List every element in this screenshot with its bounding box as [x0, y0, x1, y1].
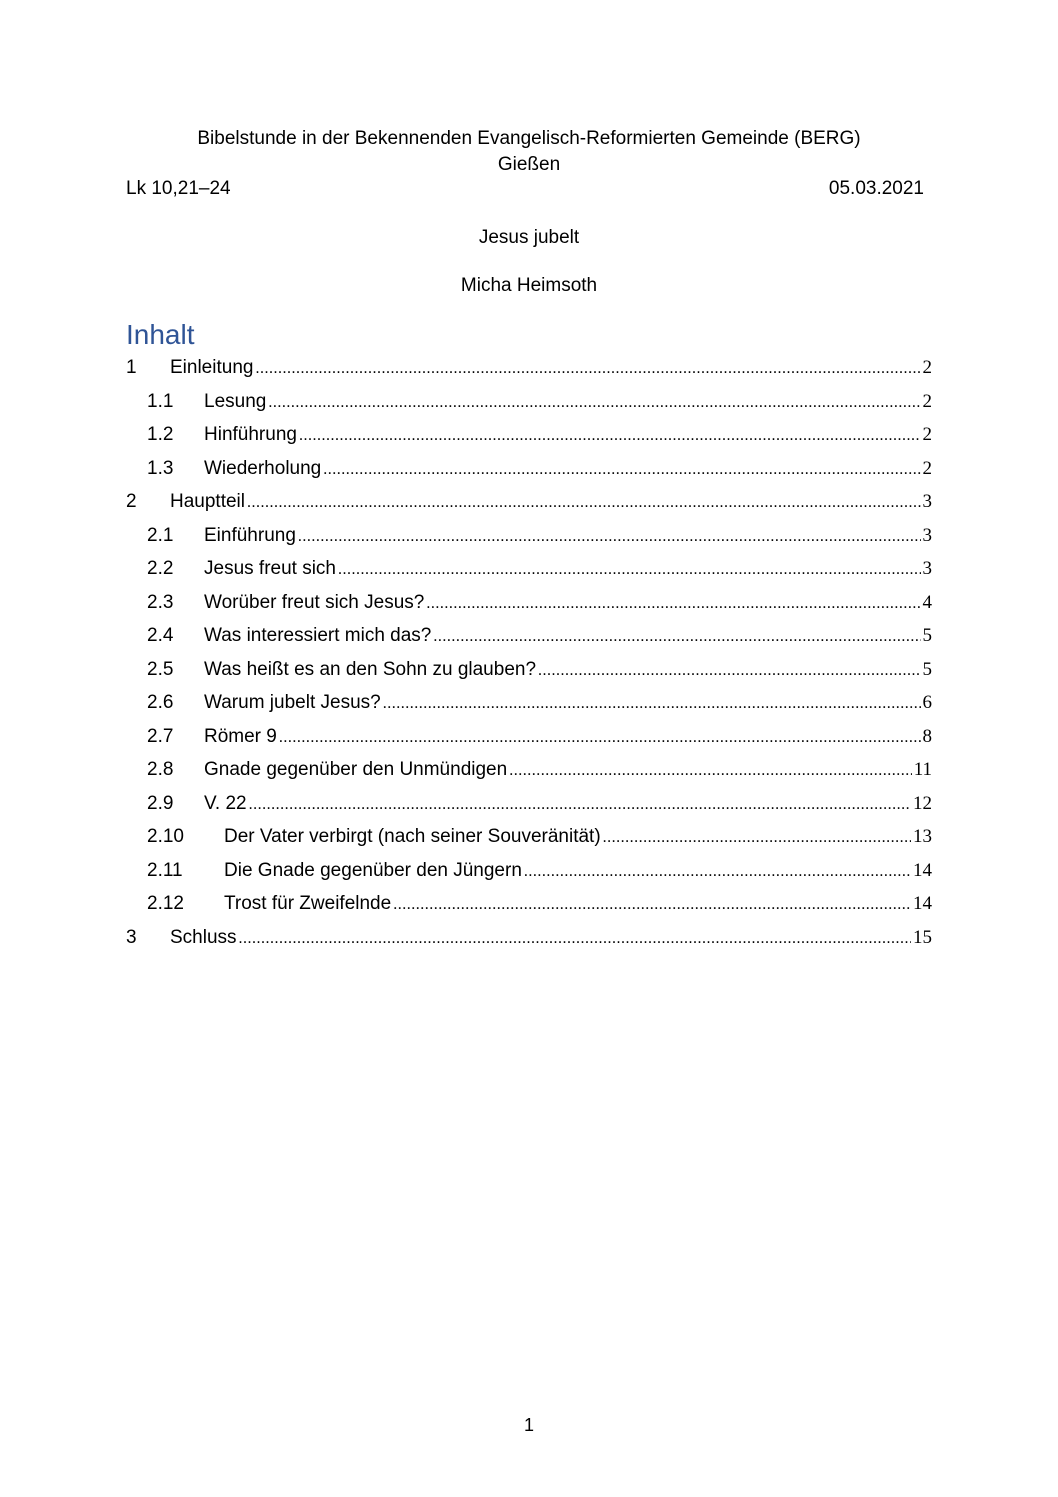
- toc-entry-page: 5: [922, 659, 932, 680]
- toc-entry-page: 6: [922, 692, 932, 713]
- toc-entry-number: 1.2: [147, 424, 174, 445]
- toc-entry-number: 2.9: [147, 793, 174, 814]
- toc-entry[interactable]: [147, 623, 932, 649]
- toc-entry-number: 2.11: [147, 860, 183, 881]
- toc-dot-leader: [239, 926, 911, 952]
- toc-entry[interactable]: [126, 925, 932, 951]
- toc-entry-page: 14: [913, 893, 932, 914]
- toc-entry[interactable]: [147, 456, 932, 482]
- toc-dot-leader: [255, 356, 920, 382]
- toc-entry[interactable]: [147, 556, 932, 582]
- toc-entry-title: Jesus freut sich: [204, 558, 336, 579]
- toc-dot-leader: [323, 457, 920, 483]
- toc-entry-number: 2.1: [147, 525, 174, 546]
- toc-entry-page: 2: [922, 458, 932, 479]
- toc-entry-title: Warum jubelt Jesus?: [204, 692, 381, 713]
- toc-entry[interactable]: [147, 389, 932, 415]
- toc-entry-page: 4: [922, 592, 932, 613]
- toc-entry-title: V. 22: [204, 793, 247, 814]
- toc-entry-title: Schluss: [170, 927, 237, 948]
- toc-entry-number: 1.3: [147, 458, 174, 479]
- toc-entry-page: 3: [922, 558, 932, 579]
- toc-entry-number: 1.1: [147, 391, 174, 412]
- sermon-date: 05.03.2021: [828, 178, 924, 199]
- toc-entry-number: 1: [126, 357, 137, 378]
- toc-entry-title: Die Gnade gegenüber den Jüngern: [224, 860, 522, 881]
- toc-entry-number: 2.5: [147, 659, 174, 680]
- toc-entry-number: 2: [126, 491, 137, 512]
- toc-entry-number: 2.12: [147, 893, 184, 914]
- toc-entry[interactable]: [147, 657, 932, 683]
- toc-entry[interactable]: [147, 891, 932, 917]
- sermon-title: Jesus jubelt: [478, 227, 580, 248]
- toc-entry-title: Worüber freut sich Jesus?: [204, 592, 425, 613]
- toc-entry-number: 2.7: [147, 726, 174, 747]
- toc-heading: Inhalt: [126, 319, 195, 350]
- toc-entry[interactable]: [147, 757, 932, 783]
- toc-entry-title: Der Vater verbirgt (nach seiner Souveränität): [224, 826, 601, 847]
- toc-entry[interactable]: [147, 590, 932, 616]
- toc-entry-page: 11: [913, 759, 932, 780]
- toc-entry-title: Einführung: [204, 525, 296, 546]
- toc-entry-page: 15: [913, 927, 932, 948]
- toc-dot-leader: [426, 591, 920, 617]
- toc-entry[interactable]: [147, 824, 932, 850]
- toc-entry-title: Römer 9: [204, 726, 277, 747]
- toc-entry[interactable]: [147, 724, 932, 750]
- toc-entry-page: 5: [922, 625, 932, 646]
- toc-entry-page: 13: [913, 826, 932, 847]
- toc-entry-title: Hinführung: [204, 424, 297, 445]
- toc-dot-leader: [249, 792, 911, 818]
- toc-entry-title: Einleitung: [170, 357, 254, 378]
- toc-entry-page: 2: [922, 424, 932, 445]
- bible-reference: Lk 10,21–24: [126, 178, 231, 199]
- toc-entry[interactable]: [147, 690, 932, 716]
- toc-entry[interactable]: [147, 422, 932, 448]
- toc-entry-title: Gnade gegenüber den Unmündigen: [204, 759, 508, 780]
- toc-entry-page: 8: [922, 726, 932, 747]
- toc-entry-page: 3: [922, 525, 932, 546]
- toc-entry-title: Was heißt es an den Sohn zu glauben?: [204, 659, 537, 680]
- toc-dot-leader: [247, 490, 921, 516]
- toc-entry-title: Hauptteil: [170, 491, 245, 512]
- toc-dot-leader: [383, 691, 921, 717]
- toc-entry-page: 12: [913, 793, 932, 814]
- toc-entry-number: 2.4: [147, 625, 174, 646]
- toc-dot-leader: [524, 859, 911, 885]
- toc-dot-leader: [299, 423, 921, 449]
- page-number: 1: [523, 1415, 534, 1435]
- toc-entry-number: 2.10: [147, 826, 184, 847]
- toc-entry-number: 2.2: [147, 558, 174, 579]
- author-name: Micha Heimsoth: [460, 275, 598, 296]
- toc-entry[interactable]: [126, 489, 932, 515]
- toc-entry[interactable]: [147, 791, 932, 817]
- toc-dot-leader: [298, 524, 921, 550]
- toc-entry[interactable]: [147, 523, 932, 549]
- toc-entry-title: Was interessiert mich das?: [204, 625, 432, 646]
- toc-dot-leader: [338, 557, 921, 583]
- toc-entry-page: 2: [922, 357, 932, 378]
- toc-dot-leader: [538, 658, 920, 684]
- toc-dot-leader: [509, 758, 912, 784]
- toc-dot-leader: [393, 892, 911, 918]
- toc-entry[interactable]: [126, 355, 932, 381]
- toc-entry-number: 2.6: [147, 692, 174, 713]
- toc-entry[interactable]: [147, 858, 932, 884]
- toc-entry-page: 2: [922, 391, 932, 412]
- header-organization: Bibelstunde in der Bekennenden Evangelisch-Reformierten Gemeinde (BERG): [197, 128, 861, 149]
- toc-dot-leader: [268, 390, 920, 416]
- toc-entry-title: Lesung: [204, 391, 267, 412]
- toc-dot-leader: [433, 624, 920, 650]
- toc-entry-number: 2.8: [147, 759, 174, 780]
- toc-dot-leader: [603, 825, 911, 851]
- toc-entry-page: 3: [922, 491, 932, 512]
- toc-dot-leader: [279, 725, 921, 751]
- toc-entry-title: Trost für Zweifelnde: [224, 893, 392, 914]
- toc-entry-title: Wiederholung: [204, 458, 322, 479]
- toc-entry-number: 2.3: [147, 592, 174, 613]
- header-location: Gießen: [497, 154, 561, 175]
- toc-entry-page: 14: [913, 860, 932, 881]
- toc-entry-number: 3: [126, 927, 137, 948]
